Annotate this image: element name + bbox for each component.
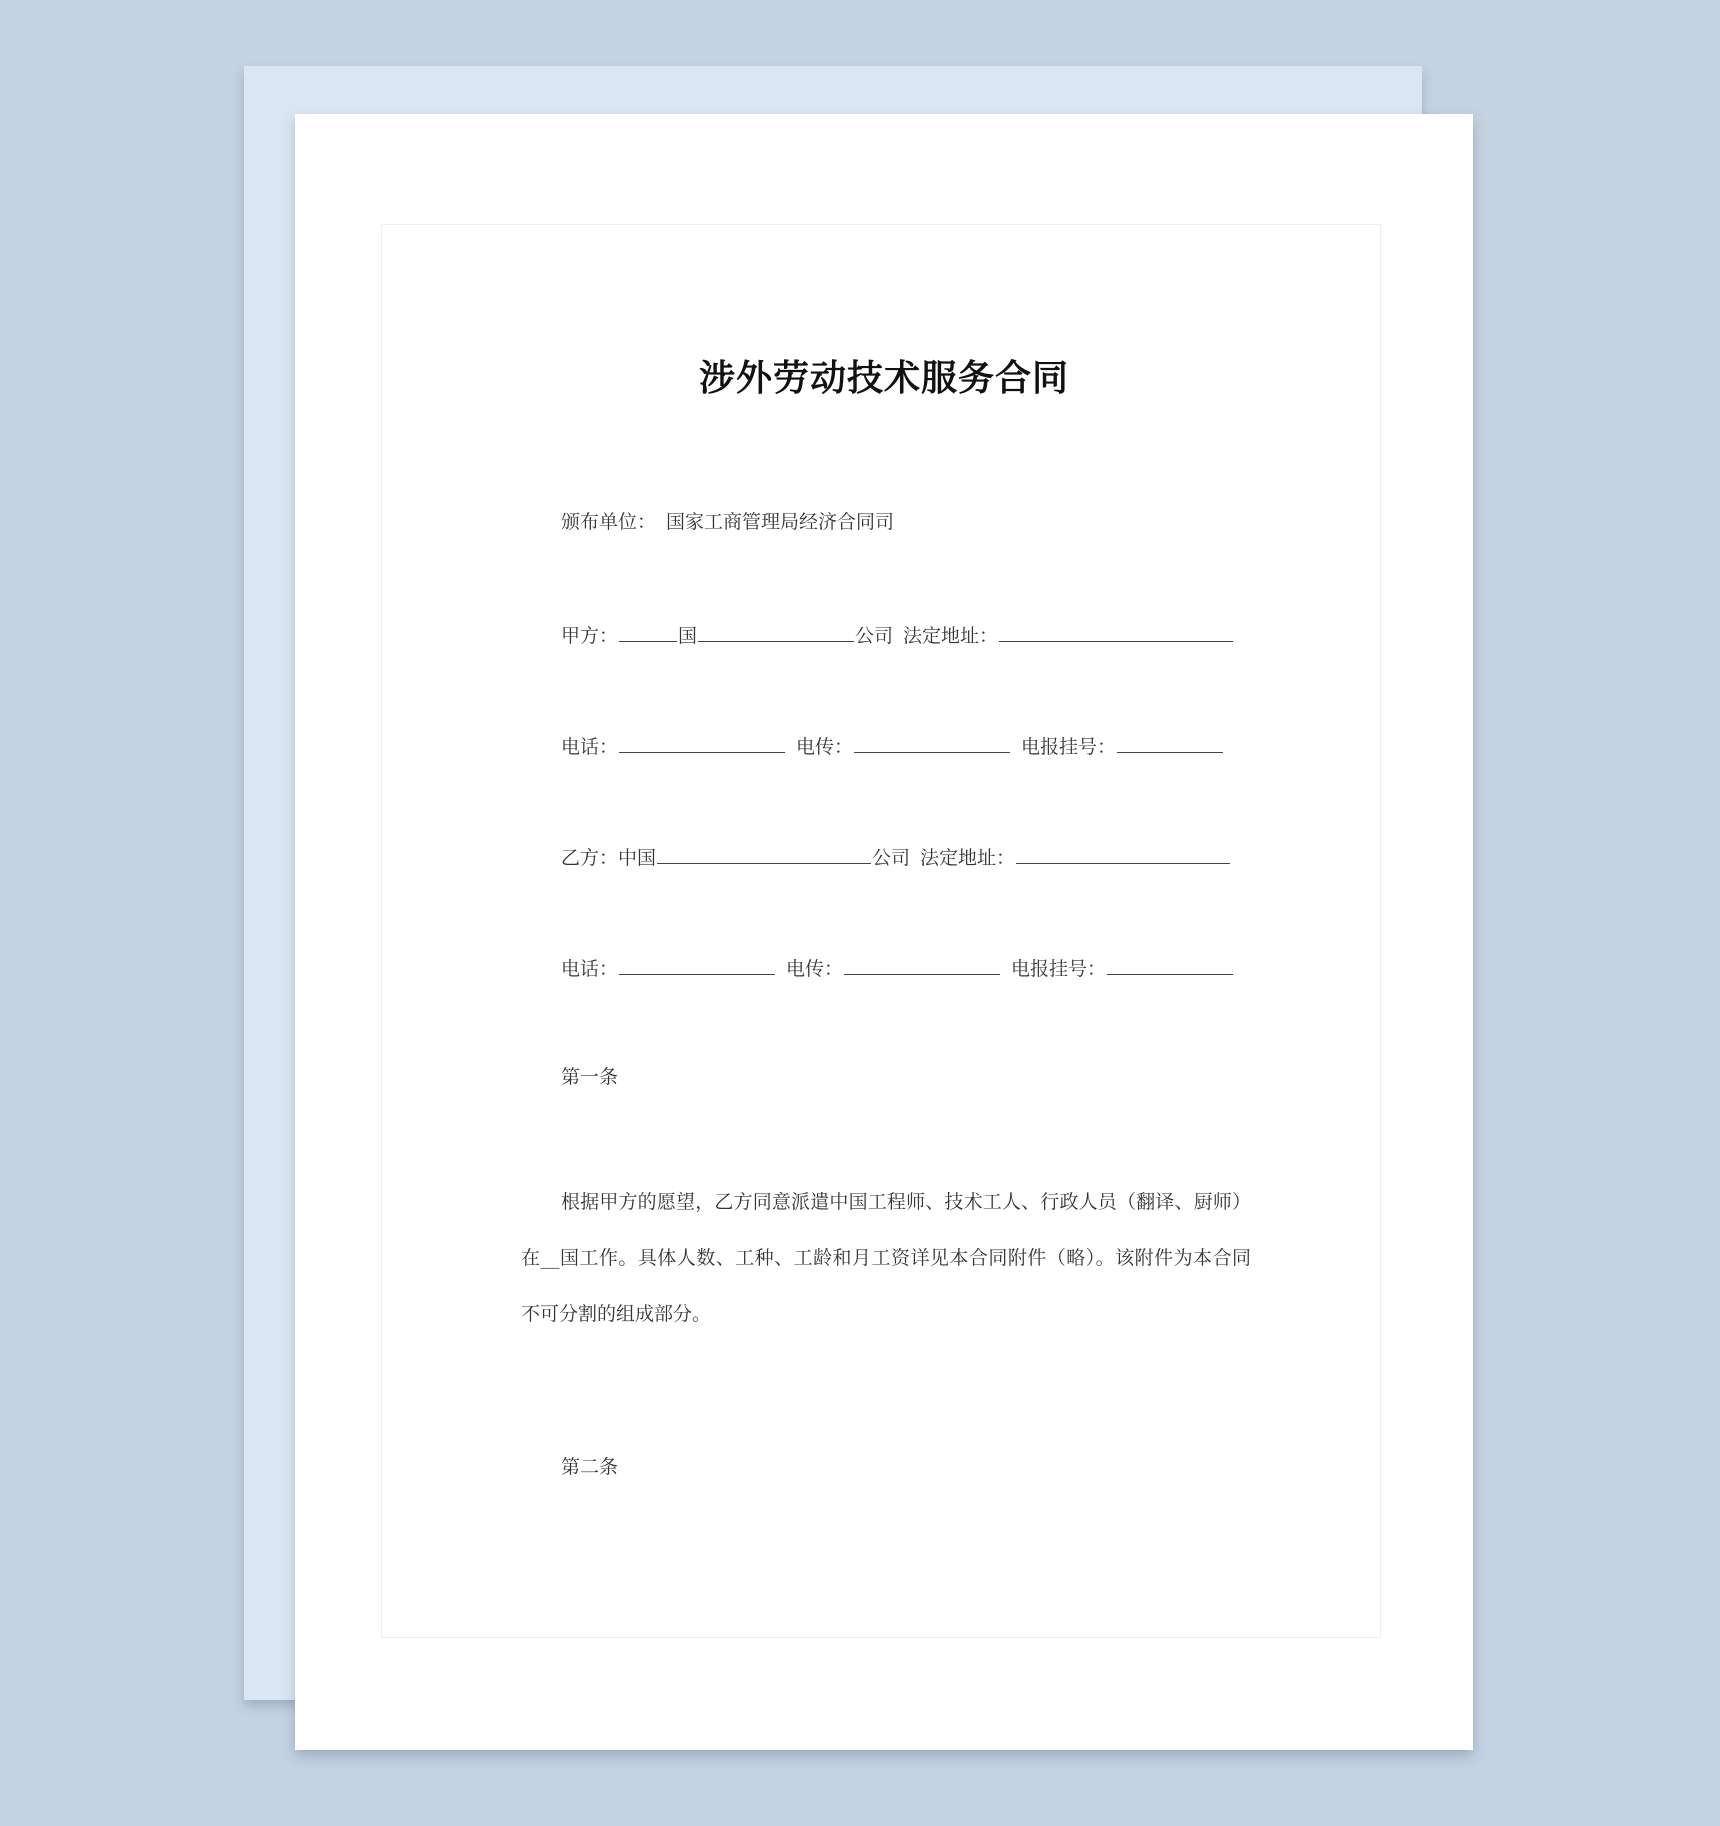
party-a-address-label: 法定地址：	[903, 625, 999, 647]
issuer-line	[561, 510, 894, 534]
phone-blank[interactable]	[619, 732, 785, 753]
party-a-contact-line	[561, 732, 1224, 759]
telegraph-blank[interactable]	[1117, 732, 1223, 753]
article-1-heading: 第一条	[561, 1066, 619, 1088]
article-1-body: 根据甲方的愿望，乙方同意派遣中国工程师、技术工人、行政人员（翻译、厨师）在__国工作。具体人数、工种、工龄和月工资详见本合同附件（略）。该附件为本合同不可分割的组成部分。	[521, 1191, 1251, 1325]
issuer-value: 国家工商管理局经济合同司	[666, 511, 895, 533]
party-a-country-suffix: 国	[678, 625, 698, 647]
party-b-prefix: 乙方：中国	[561, 847, 657, 869]
telegraph-label: 电报挂号：	[1021, 736, 1117, 758]
phone-label: 电话：	[561, 736, 619, 758]
article-2-heading: 第二条	[561, 1456, 619, 1478]
party-b-company-blank[interactable]	[657, 843, 871, 864]
party-b-address-label: 法定地址：	[920, 847, 1016, 869]
party-b-company-suffix: 公司	[872, 847, 911, 869]
telegraph-blank[interactable]	[1107, 954, 1233, 975]
issuer-label: 颁布单位：	[561, 511, 657, 533]
party-a-company-suffix: 公司	[855, 625, 894, 647]
fax-blank[interactable]	[844, 954, 1000, 975]
country-blank[interactable]	[619, 621, 677, 642]
document-page	[295, 114, 1473, 1750]
party-a-address-blank[interactable]	[999, 621, 1233, 642]
party-a-prefix: 甲方：	[561, 625, 619, 647]
phone-label: 电话：	[561, 958, 619, 980]
party-a-company-blank[interactable]	[698, 621, 854, 642]
telegraph-label: 电报挂号：	[1011, 958, 1107, 980]
document-title: 涉外劳动技术服务合同	[698, 358, 1069, 399]
party-b-line	[561, 843, 1231, 870]
party-b-contact-line	[561, 954, 1234, 981]
party-b-address-blank[interactable]	[1016, 843, 1230, 864]
fax-label: 电传：	[796, 736, 854, 758]
page-margin-guide	[381, 224, 1381, 1638]
fax-blank[interactable]	[854, 732, 1010, 753]
phone-blank[interactable]	[619, 954, 775, 975]
party-a-line	[561, 621, 1234, 648]
fax-label: 电传：	[786, 958, 844, 980]
